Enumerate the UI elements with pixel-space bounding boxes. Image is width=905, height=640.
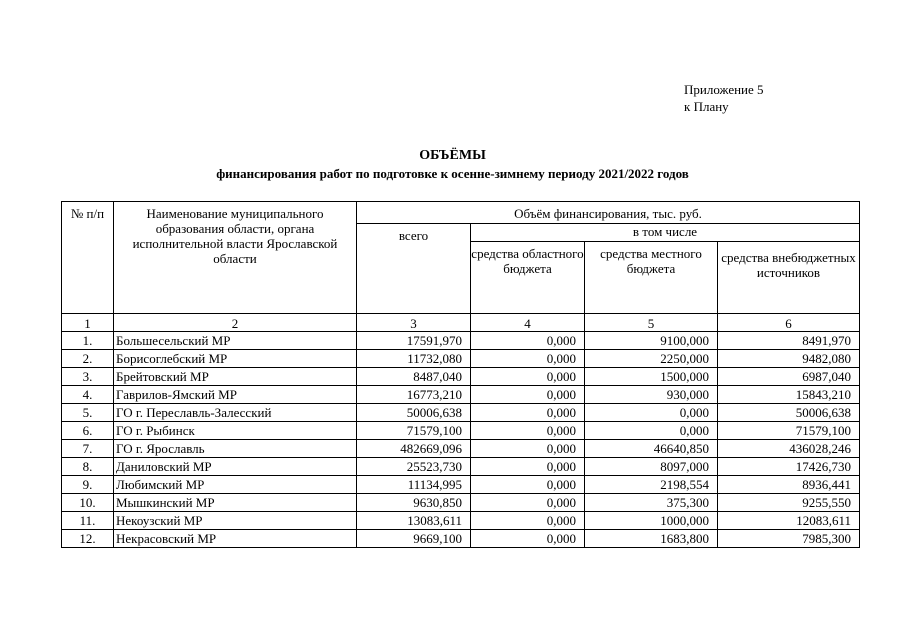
financing-table [61,201,860,548]
table-row [62,386,860,404]
regional-value: 0,000 [471,350,585,368]
extra-value: 12083,611 [718,512,860,530]
header-local: средства местного бюджета [585,242,718,314]
local-value: 375,300 [585,494,718,512]
total-value: 482669,096 [357,440,471,458]
extra-value: 8936,441 [718,476,860,494]
table-row [62,350,860,368]
row-number: 11. [62,512,114,530]
municipality-name: Любимский МР [114,476,357,494]
appendix-note [684,81,764,115]
local-value: 1000,000 [585,512,718,530]
municipality-name: Даниловский МР [114,458,357,476]
extra-value: 8491,970 [718,332,860,350]
total-value: 16773,210 [357,386,471,404]
municipality-name: ГО г. Рыбинск [114,422,357,440]
municipality-name: Борисоглебский МР [114,350,357,368]
table-row [62,530,860,548]
regional-value: 0,000 [471,512,585,530]
header-name: Наименование муниципального образования области, органа исполнительной власти Ярославской области [114,202,357,314]
header-num: № п/п [62,202,114,314]
row-number: 3. [62,368,114,386]
extra-value: 7985,300 [718,530,860,548]
extra-value: 6987,040 [718,368,860,386]
table-row [62,476,860,494]
table-row [62,368,860,386]
document-subtitle: финансирования работ по подготовке к осенне-зимнему периоду 2021/2022 годов [216,166,689,181]
header-extra: средства внебюджетных источников [718,242,860,314]
regional-value: 0,000 [471,386,585,404]
regional-value: 0,000 [471,422,585,440]
col-number: 5 [585,314,718,332]
regional-value: 0,000 [471,494,585,512]
extra-value: 17426,730 [718,458,860,476]
total-value: 50006,638 [357,404,471,422]
extra-value: 50006,638 [718,404,860,422]
table-row [62,440,860,458]
col-number: 2 [114,314,357,332]
table-row [62,422,860,440]
extra-value: 15843,210 [718,386,860,404]
total-value: 9630,850 [357,494,471,512]
local-value: 1683,800 [585,530,718,548]
municipality-name: Некрасовский МР [114,530,357,548]
row-number: 1. [62,332,114,350]
total-value: 25523,730 [357,458,471,476]
municipality-name: Брейтовский МР [114,368,357,386]
table-row [62,494,860,512]
appendix-line-1: Приложение 5 [684,82,764,97]
total-value: 11134,995 [357,476,471,494]
col-number: 4 [471,314,585,332]
row-number: 4. [62,386,114,404]
table-row [62,332,860,350]
header-financing: Объём финансирования, тыс. руб. [357,202,860,224]
local-value: 2198,554 [585,476,718,494]
total-value: 13083,611 [357,512,471,530]
row-number: 5. [62,404,114,422]
total-value: 9669,100 [357,530,471,548]
municipality-name: ГО г. Переславль-Залесский [114,404,357,422]
header-including: в том числе [471,224,860,242]
row-number: 12. [62,530,114,548]
local-value: 9100,000 [585,332,718,350]
local-value: 930,000 [585,386,718,404]
local-value: 0,000 [585,404,718,422]
table-row [62,404,860,422]
row-number: 7. [62,440,114,458]
total-value: 8487,040 [357,368,471,386]
extra-value: 9255,550 [718,494,860,512]
total-value: 17591,970 [357,332,471,350]
col-number: 6 [718,314,860,332]
municipality-name: Гаврилов-Ямский МР [114,386,357,404]
document-title: ОБЪЁМЫ [419,148,486,163]
municipality-name: Некоузский МР [114,512,357,530]
municipality-name: Большесельский МР [114,332,357,350]
row-number: 6. [62,422,114,440]
header-regional: средства областного бюджета [471,242,585,314]
total-value: 71579,100 [357,422,471,440]
row-number: 10. [62,494,114,512]
municipality-name: ГО г. Ярославль [114,440,357,458]
header-total: всего [357,224,471,314]
row-number: 9. [62,476,114,494]
local-value: 46640,850 [585,440,718,458]
regional-value: 0,000 [471,368,585,386]
regional-value: 0,000 [471,404,585,422]
extra-value: 71579,100 [718,422,860,440]
col-number: 1 [62,314,114,332]
table-row [62,512,860,530]
total-value: 11732,080 [357,350,471,368]
local-value: 2250,000 [585,350,718,368]
local-value: 0,000 [585,422,718,440]
regional-value: 0,000 [471,332,585,350]
local-value: 1500,000 [585,368,718,386]
extra-value: 436028,246 [718,440,860,458]
table-row [62,458,860,476]
row-number: 2. [62,350,114,368]
extra-value: 9482,080 [718,350,860,368]
municipality-name: Мышкинский МР [114,494,357,512]
row-number: 8. [62,458,114,476]
regional-value: 0,000 [471,458,585,476]
regional-value: 0,000 [471,530,585,548]
regional-value: 0,000 [471,440,585,458]
regional-value: 0,000 [471,476,585,494]
appendix-line-2: к Плану [684,99,729,114]
local-value: 8097,000 [585,458,718,476]
col-number: 3 [357,314,471,332]
